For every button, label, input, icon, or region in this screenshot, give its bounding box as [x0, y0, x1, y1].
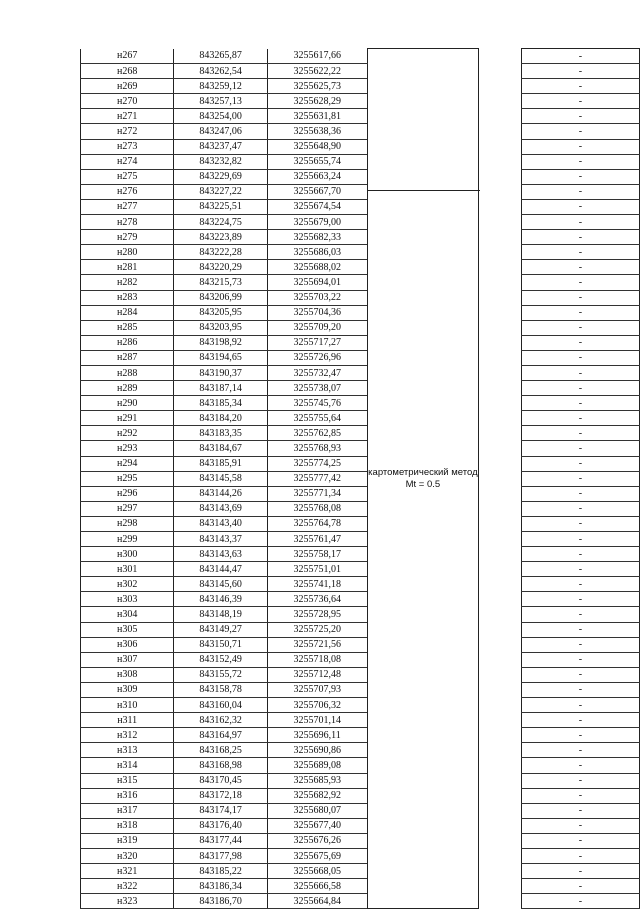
x-coordinate-cell: 843144,47	[174, 562, 268, 577]
y-coordinate-cell: 3255663,24	[267, 169, 367, 184]
accuracy-mark-cell: -	[521, 154, 639, 169]
point-id-cell: н305	[81, 622, 174, 637]
x-coordinate-cell: 843155,72	[174, 667, 268, 682]
y-coordinate-cell: 3255648,90	[267, 139, 367, 154]
accuracy-mark-cell: -	[521, 230, 639, 245]
y-coordinate-cell: 3255751,01	[267, 562, 367, 577]
x-coordinate-cell: 843205,95	[174, 305, 268, 320]
point-id-cell: н273	[81, 139, 174, 154]
accuracy-mark-cell: -	[521, 592, 639, 607]
x-coordinate-cell: 843168,25	[174, 743, 268, 758]
x-coordinate-cell: 843183,35	[174, 426, 268, 441]
table-row	[81, 245, 640, 260]
y-coordinate-cell: 3255736,64	[267, 592, 367, 607]
table-row	[81, 728, 640, 743]
point-id-cell: н298	[81, 516, 174, 531]
table-row	[81, 607, 640, 622]
table-row	[81, 713, 640, 728]
y-coordinate-cell: 3255718,08	[267, 652, 367, 667]
point-id-cell: н269	[81, 79, 174, 94]
accuracy-mark-cell: -	[521, 471, 639, 486]
y-coordinate-cell: 3255755,64	[267, 411, 367, 426]
accuracy-mark-cell: -	[521, 743, 639, 758]
point-id-cell: н295	[81, 471, 174, 486]
y-coordinate-cell: 3255675,69	[267, 848, 367, 863]
y-coordinate-cell: 3255679,00	[267, 215, 367, 230]
x-coordinate-cell: 843143,40	[174, 516, 268, 531]
accuracy-mark-cell: -	[521, 411, 639, 426]
table-row	[81, 833, 640, 848]
y-coordinate-cell: 3255745,76	[267, 396, 367, 411]
accuracy-mark-cell: -	[521, 773, 639, 788]
x-coordinate-cell: 843177,98	[174, 848, 268, 863]
y-coordinate-cell: 3255701,14	[267, 713, 367, 728]
y-coordinate-cell: 3255674,54	[267, 199, 367, 214]
accuracy-mark-cell: -	[521, 667, 639, 682]
accuracy-mark-cell: -	[521, 94, 639, 109]
accuracy-mark-cell: -	[521, 516, 639, 531]
point-id-cell: н314	[81, 758, 174, 773]
point-id-cell: н301	[81, 562, 174, 577]
table-row	[81, 79, 640, 94]
y-coordinate-cell: 3255726,96	[267, 350, 367, 365]
table-row	[81, 335, 640, 350]
y-coordinate-cell: 3255655,74	[267, 154, 367, 169]
table-row	[81, 894, 640, 909]
table-row	[81, 290, 640, 305]
point-id-cell: н268	[81, 64, 174, 79]
point-id-cell: н276	[81, 184, 174, 199]
y-coordinate-cell: 3255690,86	[267, 743, 367, 758]
x-coordinate-cell: 843185,22	[174, 864, 268, 879]
point-id-cell: н318	[81, 818, 174, 833]
point-id-cell: н315	[81, 773, 174, 788]
y-coordinate-cell: 3255696,11	[267, 728, 367, 743]
x-coordinate-cell: 843164,97	[174, 728, 268, 743]
accuracy-mark-cell: -	[521, 622, 639, 637]
point-id-cell: н322	[81, 879, 174, 894]
table-row	[81, 486, 640, 501]
y-coordinate-cell: 3255666,58	[267, 879, 367, 894]
x-coordinate-cell: 843259,12	[174, 79, 268, 94]
point-id-cell: н271	[81, 109, 174, 124]
accuracy-mark-cell: -	[521, 426, 639, 441]
x-coordinate-cell: 843149,27	[174, 622, 268, 637]
accuracy-mark-cell: -	[521, 49, 639, 64]
point-id-cell: н296	[81, 486, 174, 501]
x-coordinate-cell: 843143,69	[174, 501, 268, 516]
accuracy-mark-cell: -	[521, 894, 639, 909]
x-coordinate-cell: 843232,82	[174, 154, 268, 169]
table-row	[81, 562, 640, 577]
accuracy-mark-cell: -	[521, 652, 639, 667]
accuracy-mark-cell: -	[521, 637, 639, 652]
y-coordinate-cell: 3255689,08	[267, 758, 367, 773]
gap-cell	[479, 49, 522, 909]
y-coordinate-cell: 3255777,42	[267, 471, 367, 486]
x-coordinate-cell: 843144,26	[174, 486, 268, 501]
x-coordinate-cell: 843262,54	[174, 64, 268, 79]
point-id-cell: н286	[81, 335, 174, 350]
x-coordinate-cell: 843247,06	[174, 124, 268, 139]
y-coordinate-cell: 3255758,17	[267, 547, 367, 562]
point-id-cell: н320	[81, 848, 174, 863]
x-coordinate-cell: 843187,14	[174, 381, 268, 396]
table-row	[81, 426, 640, 441]
point-id-cell: н293	[81, 441, 174, 456]
point-id-cell: н272	[81, 124, 174, 139]
y-coordinate-cell: 3255622,22	[267, 64, 367, 79]
point-id-cell: н297	[81, 501, 174, 516]
accuracy-mark-cell: -	[521, 879, 639, 894]
table-row	[81, 350, 640, 365]
x-coordinate-cell: 843174,17	[174, 803, 268, 818]
x-coordinate-cell: 843184,20	[174, 411, 268, 426]
y-coordinate-cell: 3255704,36	[267, 305, 367, 320]
point-id-cell: н307	[81, 652, 174, 667]
accuracy-mark-cell: -	[521, 365, 639, 380]
x-coordinate-cell: 843146,39	[174, 592, 268, 607]
point-id-cell: н277	[81, 199, 174, 214]
accuracy-mark-cell: -	[521, 698, 639, 713]
accuracy-mark-cell: -	[521, 199, 639, 214]
accuracy-mark-cell: -	[521, 139, 639, 154]
x-coordinate-cell: 843203,95	[174, 320, 268, 335]
point-id-cell: н306	[81, 637, 174, 652]
accuracy-mark-cell: -	[521, 260, 639, 275]
accuracy-mark-cell: -	[521, 305, 639, 320]
accuracy-mark-cell: -	[521, 607, 639, 622]
y-coordinate-cell: 3255694,01	[267, 275, 367, 290]
y-coordinate-cell: 3255764,78	[267, 516, 367, 531]
x-coordinate-cell: 843160,04	[174, 698, 268, 713]
point-id-cell: н319	[81, 833, 174, 848]
table-row	[81, 230, 640, 245]
accuracy-mark-cell: -	[521, 803, 639, 818]
x-coordinate-cell: 843185,91	[174, 456, 268, 471]
point-id-cell: н312	[81, 728, 174, 743]
x-coordinate-cell: 843172,18	[174, 788, 268, 803]
y-coordinate-cell: 3255677,40	[267, 818, 367, 833]
x-coordinate-cell: 843158,78	[174, 682, 268, 697]
y-coordinate-cell: 3255638,36	[267, 124, 367, 139]
table-row	[81, 758, 640, 773]
accuracy-mark-cell: -	[521, 169, 639, 184]
y-coordinate-cell: 3255668,05	[267, 864, 367, 879]
point-id-cell: н313	[81, 743, 174, 758]
table-row	[81, 381, 640, 396]
y-coordinate-cell: 3255725,20	[267, 622, 367, 637]
y-coordinate-cell: 3255703,22	[267, 290, 367, 305]
table-row	[81, 652, 640, 667]
table-row	[81, 803, 640, 818]
table-row	[81, 49, 640, 64]
y-coordinate-cell: 3255771,34	[267, 486, 367, 501]
y-coordinate-cell: 3255667,70	[267, 184, 367, 199]
point-id-cell: н321	[81, 864, 174, 879]
point-id-cell: н310	[81, 698, 174, 713]
x-coordinate-cell: 843184,67	[174, 441, 268, 456]
point-id-cell: н288	[81, 365, 174, 380]
x-coordinate-cell: 843145,60	[174, 577, 268, 592]
x-coordinate-cell: 843150,71	[174, 637, 268, 652]
point-id-cell: н292	[81, 426, 174, 441]
y-coordinate-cell: 3255682,92	[267, 788, 367, 803]
accuracy-mark-cell: -	[521, 758, 639, 773]
y-coordinate-cell: 3255738,07	[267, 381, 367, 396]
coordinates-table	[80, 48, 640, 909]
method-note: картометрический метод Mt = 0.5	[368, 466, 478, 490]
table-row	[81, 848, 640, 863]
y-coordinate-cell: 3255732,47	[267, 365, 367, 380]
x-coordinate-cell: 843224,75	[174, 215, 268, 230]
table-row	[81, 592, 640, 607]
method-cell	[367, 49, 479, 909]
y-coordinate-cell: 3255709,20	[267, 320, 367, 335]
accuracy-mark-cell: -	[521, 486, 639, 501]
table-row	[81, 516, 640, 531]
x-coordinate-cell: 843190,37	[174, 365, 268, 380]
table-row	[81, 64, 640, 79]
accuracy-mark-cell: -	[521, 215, 639, 230]
accuracy-mark-cell: -	[521, 728, 639, 743]
x-coordinate-cell: 843152,49	[174, 652, 268, 667]
table-row	[81, 109, 640, 124]
point-id-cell: н282	[81, 275, 174, 290]
table-row	[81, 471, 640, 486]
point-id-cell: н287	[81, 350, 174, 365]
y-coordinate-cell: 3255617,66	[267, 49, 367, 64]
x-coordinate-cell: 843257,13	[174, 94, 268, 109]
table-row	[81, 365, 640, 380]
accuracy-mark-cell: -	[521, 320, 639, 335]
accuracy-mark-cell: -	[521, 501, 639, 516]
y-coordinate-cell: 3255728,95	[267, 607, 367, 622]
table-row	[81, 199, 640, 214]
table-row	[81, 94, 640, 109]
table-row	[81, 154, 640, 169]
point-id-cell: н280	[81, 245, 174, 260]
point-id-cell: н275	[81, 169, 174, 184]
table-row	[81, 169, 640, 184]
table-row	[81, 682, 640, 697]
x-coordinate-cell: 843185,34	[174, 396, 268, 411]
table-row	[81, 501, 640, 516]
y-coordinate-cell: 3255721,56	[267, 637, 367, 652]
point-id-cell: н308	[81, 667, 174, 682]
x-coordinate-cell: 843168,98	[174, 758, 268, 773]
table-row	[81, 818, 640, 833]
x-coordinate-cell: 843198,92	[174, 335, 268, 350]
y-coordinate-cell: 3255741,18	[267, 577, 367, 592]
y-coordinate-cell: 3255768,93	[267, 441, 367, 456]
x-coordinate-cell: 843222,28	[174, 245, 268, 260]
accuracy-mark-cell: -	[521, 109, 639, 124]
x-coordinate-cell: 843194,65	[174, 350, 268, 365]
point-id-cell: н291	[81, 411, 174, 426]
x-coordinate-cell: 843186,70	[174, 894, 268, 909]
accuracy-mark-cell: -	[521, 788, 639, 803]
accuracy-mark-cell: -	[521, 547, 639, 562]
x-coordinate-cell: 843148,19	[174, 607, 268, 622]
table-row	[81, 773, 640, 788]
point-id-cell: н281	[81, 260, 174, 275]
table-row	[81, 577, 640, 592]
accuracy-mark-cell: -	[521, 350, 639, 365]
x-coordinate-cell: 843176,40	[174, 818, 268, 833]
point-id-cell: н299	[81, 532, 174, 547]
coordinates-table-body	[81, 49, 640, 909]
y-coordinate-cell: 3255682,33	[267, 230, 367, 245]
accuracy-mark-cell: -	[521, 381, 639, 396]
accuracy-mark-cell: -	[521, 562, 639, 577]
table-row	[81, 864, 640, 879]
point-id-cell: н304	[81, 607, 174, 622]
table-row	[81, 305, 640, 320]
accuracy-mark-cell: -	[521, 848, 639, 863]
point-id-cell: н323	[81, 894, 174, 909]
table-row	[81, 698, 640, 713]
accuracy-mark-cell: -	[521, 818, 639, 833]
accuracy-mark-cell: -	[521, 124, 639, 139]
x-coordinate-cell: 843225,51	[174, 199, 268, 214]
point-id-cell: н285	[81, 320, 174, 335]
method-cell-divider	[368, 190, 480, 191]
x-coordinate-cell: 843254,00	[174, 109, 268, 124]
table-row	[81, 788, 640, 803]
point-id-cell: н290	[81, 396, 174, 411]
point-id-cell: н278	[81, 215, 174, 230]
table-row	[81, 667, 640, 682]
point-id-cell: н303	[81, 592, 174, 607]
x-coordinate-cell: 843229,69	[174, 169, 268, 184]
y-coordinate-cell: 3255707,93	[267, 682, 367, 697]
x-coordinate-cell: 843143,63	[174, 547, 268, 562]
y-coordinate-cell: 3255625,73	[267, 79, 367, 94]
y-coordinate-cell: 3255676,26	[267, 833, 367, 848]
x-coordinate-cell: 843170,45	[174, 773, 268, 788]
y-coordinate-cell: 3255685,93	[267, 773, 367, 788]
point-id-cell: н294	[81, 456, 174, 471]
point-id-cell: н309	[81, 682, 174, 697]
accuracy-mark-cell: -	[521, 245, 639, 260]
accuracy-mark-cell: -	[521, 833, 639, 848]
x-coordinate-cell: 843186,34	[174, 879, 268, 894]
table-row	[81, 260, 640, 275]
point-id-cell: н289	[81, 381, 174, 396]
accuracy-mark-cell: -	[521, 577, 639, 592]
table-row	[81, 184, 640, 199]
accuracy-mark-cell: -	[521, 79, 639, 94]
accuracy-mark-cell: -	[521, 184, 639, 199]
accuracy-mark-cell: -	[521, 682, 639, 697]
table-row	[81, 441, 640, 456]
table-row	[81, 547, 640, 562]
accuracy-mark-cell: -	[521, 275, 639, 290]
accuracy-mark-cell: -	[521, 290, 639, 305]
table-row	[81, 879, 640, 894]
table-row	[81, 411, 640, 426]
y-coordinate-cell: 3255712,48	[267, 667, 367, 682]
x-coordinate-cell: 843220,29	[174, 260, 268, 275]
x-coordinate-cell: 843143,37	[174, 532, 268, 547]
x-coordinate-cell: 843206,99	[174, 290, 268, 305]
point-id-cell: н284	[81, 305, 174, 320]
accuracy-mark-cell: -	[521, 64, 639, 79]
accuracy-mark-cell: -	[521, 396, 639, 411]
point-id-cell: н274	[81, 154, 174, 169]
table-row	[81, 396, 640, 411]
accuracy-mark-cell: -	[521, 456, 639, 471]
y-coordinate-cell: 3255774,25	[267, 456, 367, 471]
y-coordinate-cell: 3255717,27	[267, 335, 367, 350]
point-id-cell: н283	[81, 290, 174, 305]
accuracy-mark-cell: -	[521, 532, 639, 547]
table-row	[81, 743, 640, 758]
x-coordinate-cell: 843162,32	[174, 713, 268, 728]
point-id-cell: н279	[81, 230, 174, 245]
point-id-cell: н267	[81, 49, 174, 64]
x-coordinate-cell: 843237,47	[174, 139, 268, 154]
x-coordinate-cell: 843145,58	[174, 471, 268, 486]
y-coordinate-cell: 3255686,03	[267, 245, 367, 260]
point-id-cell: н300	[81, 547, 174, 562]
table-row	[81, 637, 640, 652]
x-coordinate-cell: 843215,73	[174, 275, 268, 290]
table-row	[81, 622, 640, 637]
y-coordinate-cell: 3255768,08	[267, 501, 367, 516]
point-id-cell: н270	[81, 94, 174, 109]
y-coordinate-cell: 3255631,81	[267, 109, 367, 124]
table-row	[81, 320, 640, 335]
y-coordinate-cell: 3255706,32	[267, 698, 367, 713]
table-row	[81, 532, 640, 547]
table-row	[81, 215, 640, 230]
x-coordinate-cell: 843223,89	[174, 230, 268, 245]
accuracy-mark-cell: -	[521, 335, 639, 350]
point-id-cell: н311	[81, 713, 174, 728]
y-coordinate-cell: 3255680,07	[267, 803, 367, 818]
x-coordinate-cell: 843227,22	[174, 184, 268, 199]
x-coordinate-cell: 843177,44	[174, 833, 268, 848]
y-coordinate-cell: 3255762,85	[267, 426, 367, 441]
y-coordinate-cell: 3255664,84	[267, 894, 367, 909]
table-row	[81, 456, 640, 471]
y-coordinate-cell: 3255761,47	[267, 532, 367, 547]
y-coordinate-cell: 3255628,29	[267, 94, 367, 109]
x-coordinate-cell: 843265,87	[174, 49, 268, 64]
table-row	[81, 275, 640, 290]
point-id-cell: н316	[81, 788, 174, 803]
accuracy-mark-cell: -	[521, 441, 639, 456]
table-row	[81, 139, 640, 154]
point-id-cell: н317	[81, 803, 174, 818]
point-id-cell: н302	[81, 577, 174, 592]
accuracy-mark-cell: -	[521, 864, 639, 879]
table-row	[81, 124, 640, 139]
y-coordinate-cell: 3255688,02	[267, 260, 367, 275]
accuracy-mark-cell: -	[521, 713, 639, 728]
